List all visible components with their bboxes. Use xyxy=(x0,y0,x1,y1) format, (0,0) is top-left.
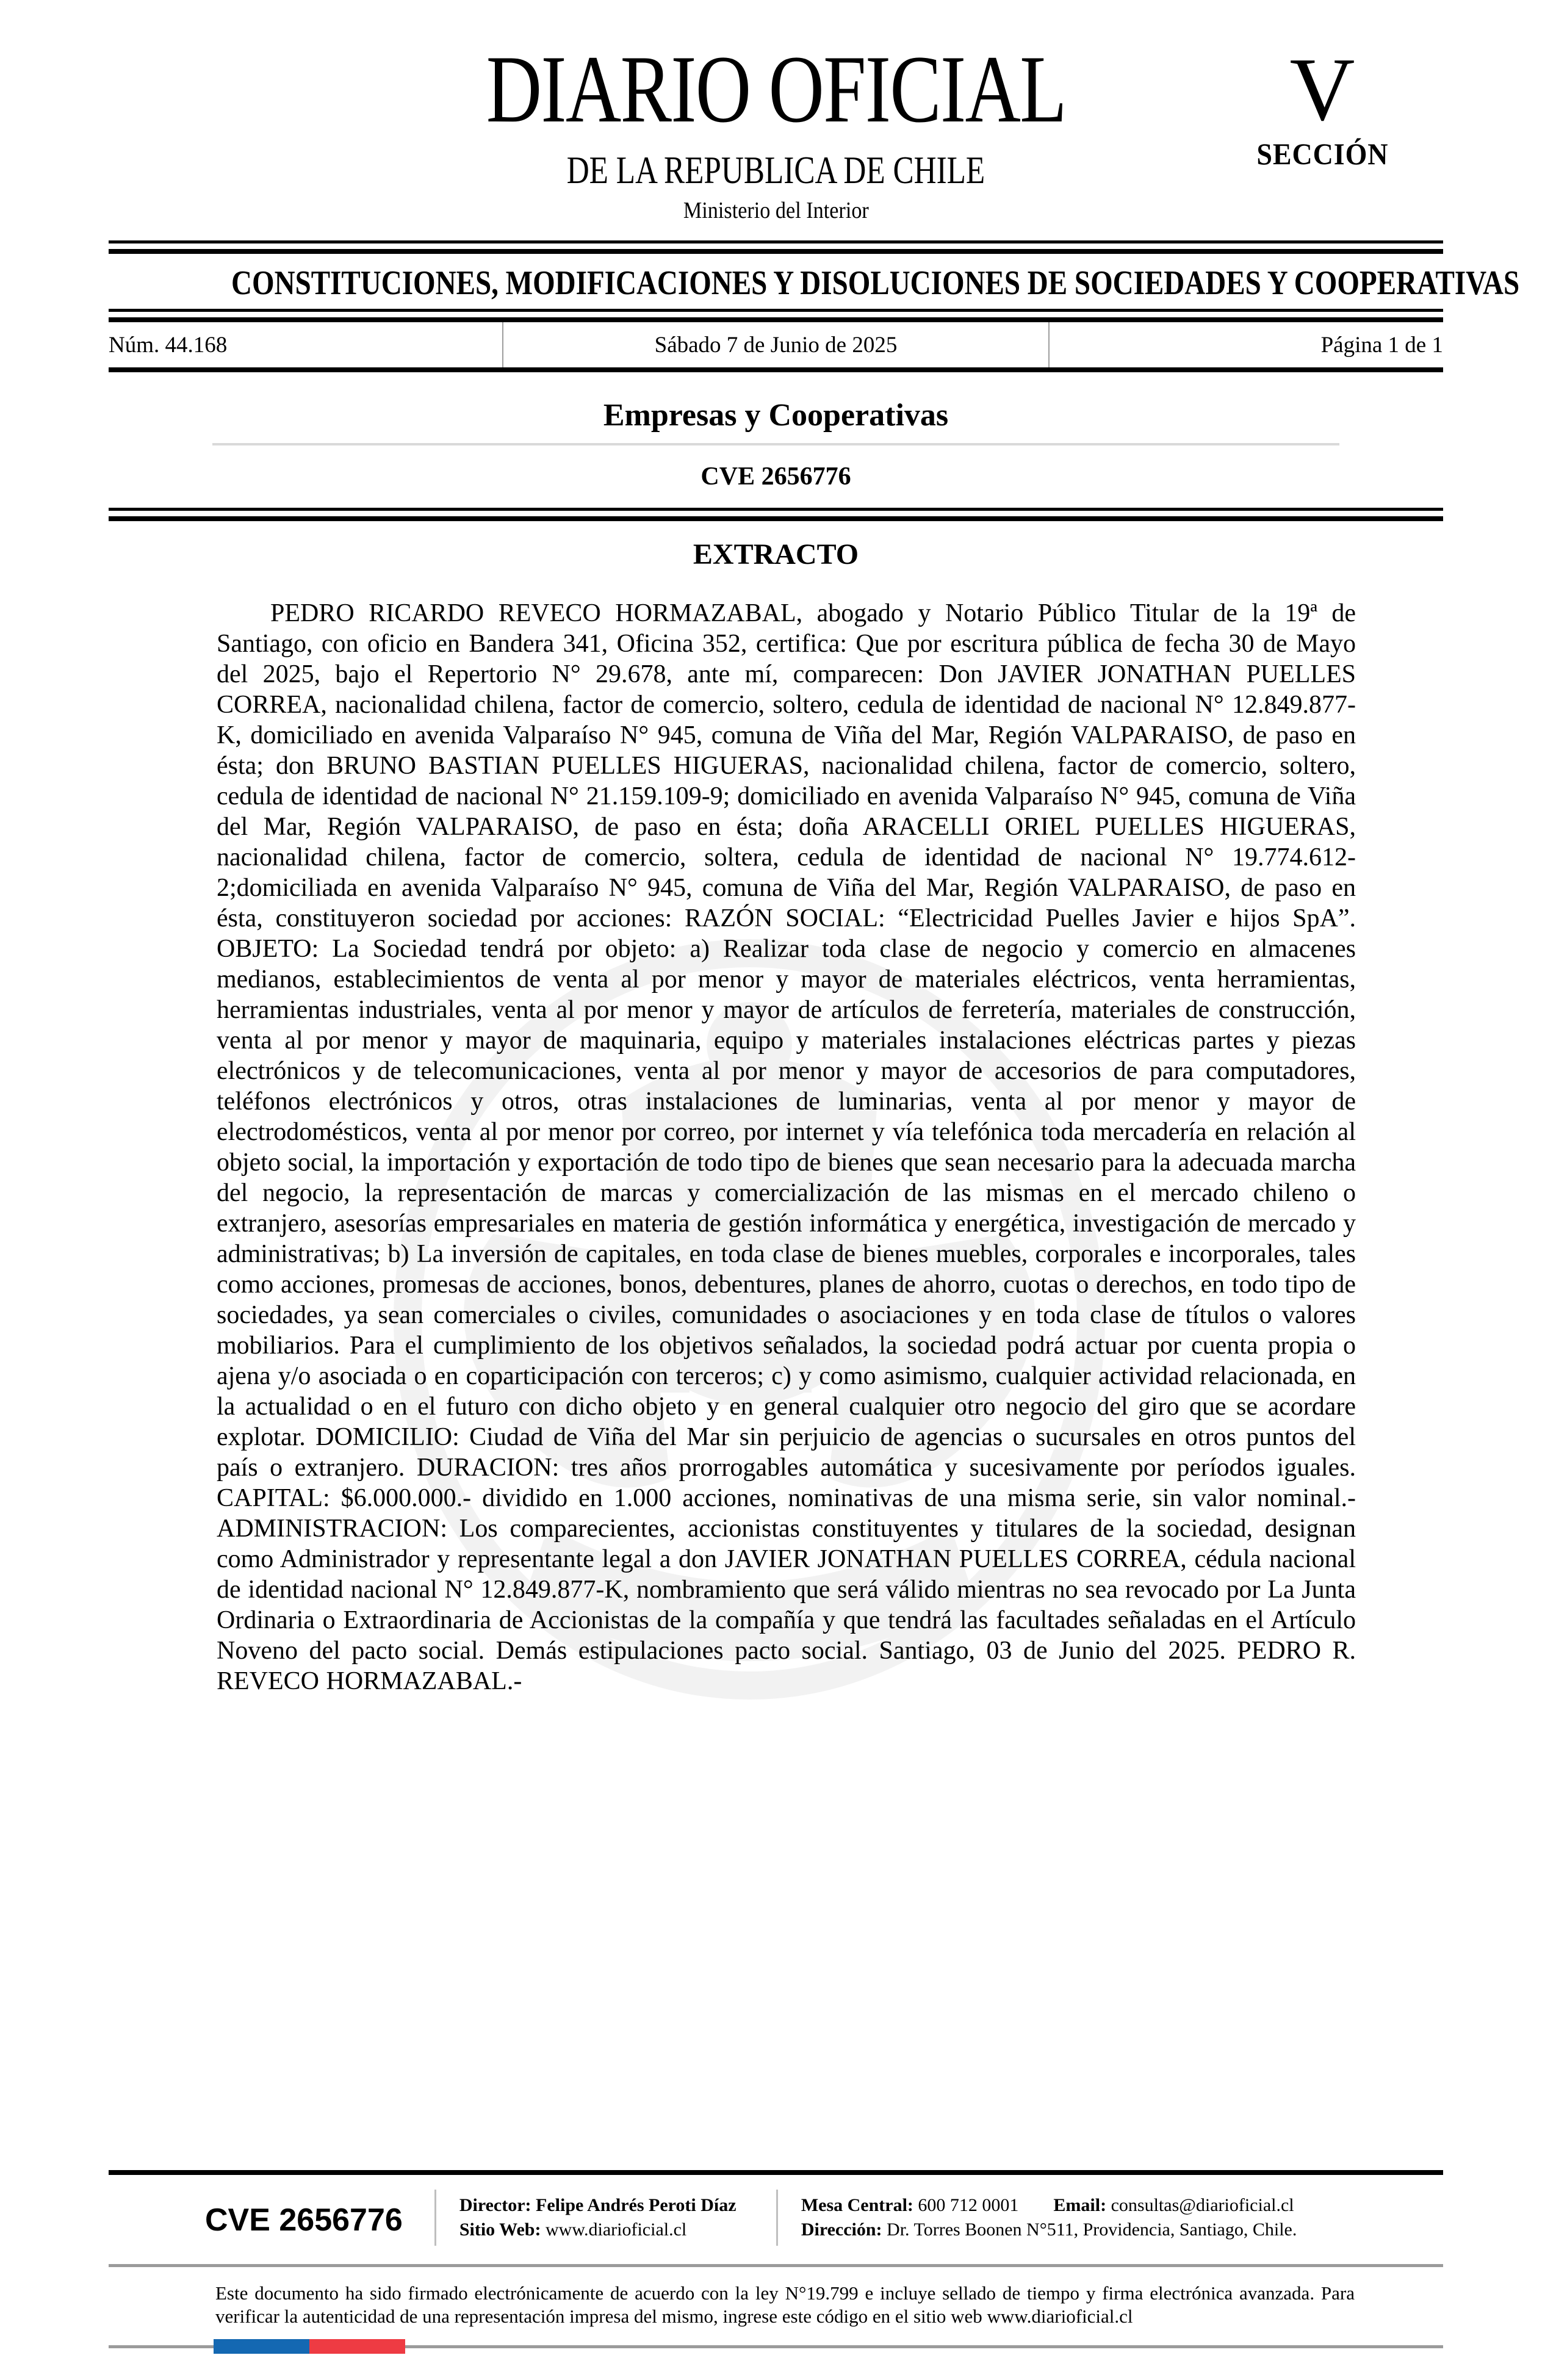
banner xyxy=(109,254,1520,309)
footer-contact-line1 xyxy=(801,2193,1443,2218)
footer-info xyxy=(109,2190,1443,2246)
section-title: Empresas y Cooperativas xyxy=(603,398,949,433)
meta-row xyxy=(109,322,1443,367)
email-value: consultas@diarioficial.cl xyxy=(1111,2195,1294,2215)
footer-sitioweb-line xyxy=(459,2218,776,2242)
section-divider xyxy=(212,443,1339,445)
footer-gray-rule xyxy=(109,2264,1443,2267)
footer-cve: CVE 2656776 xyxy=(205,2202,403,2238)
section-label: SECCIÓN xyxy=(1256,137,1389,171)
section-letter: V xyxy=(1289,40,1355,140)
masthead-subtitle-text: DE LA REPUBLICA DE CHILE xyxy=(566,148,985,192)
footer-top-rule xyxy=(109,2170,1443,2175)
footer xyxy=(109,2170,1443,2348)
masthead-title-text: DIARIO OFICIAL xyxy=(486,36,1066,143)
extract-section xyxy=(109,538,1443,1697)
double-rule-extract xyxy=(109,508,1443,521)
extract-body-text: PEDRO RICARDO REVECO HORMAZABAL, abogado y Notario Público Titular de la 19ª de Santiago, con oficio en Bandera 341, Oficina 352, certifica: Que por escritura pública de fecha 30 de Mayo del 2025, bajo el Repertorio N° 29.678, ante mí, comparecen: Don JAVIER JONATHAN PUELLES CORREA, nacionalidad chilena, factor de comercio, soltero, cedula de identidad de nacional N° 12.849.877-K, domiciliado en avenida Valparaíso N° 945, comuna de Viña del Mar, Región VALPARAISO, de paso en ésta; don BRUNO BASTIAN PUELLES HIGUERAS, nacionalidad chilena, factor de comercio, soltero, cedula de identidad de nacional N° 21.159.109-9; domiciliado en avenida Valparaíso N° 945, comuna de Viña del Mar, Región VALPARAISO, de paso en ésta; doña ARACELLI ORIEL PUELLES HIGUERAS, nacionalidad chilena, factor de comercio, soltera, cedula de identidad de nacional N° 19.774.612-2;domiciliada en avenida Valparaíso N° 945, comuna de Viña del Mar, Región VALPARAISO, de paso en ésta, constituyeron sociedad por acciones: RAZÓN SOCIAL: “Electricidad Puelles Javier e hijos SpA”. OBJETO: La Sociedad tendrá por objeto: a) Realizar toda clase de negocio y comercio en almacenes medianos, establecimientos de venta al por menor y mayor de materiales eléctricos, venta herramientas, herramientas industriales, venta al por menor y mayor de artículos de ferretería, materiales de construcción, venta al por menor y mayor de maquinaria, equipo y materiales instalaciones eléctricas partes y piezas electrónicos y de telecomunicaciones, venta al por menor y mayor de accesorios de para computadores, teléfonos electrónicos y otros, otras instalaciones de luminarias, venta al por menor y mayor de electrodomésticos, venta al por menor por correo, por internet y vía telefónica toda mercadería en relación al objeto social, la importación y exportación de todo tipo de bienes que sean necesario para la adecuada marcha del negocio, la representación de marcas y comercialización de las mismas en el mercado chileno o extranjero, asesorías empresariales en materia de gestión informática y energética, investigación de mercado y administrativas; b) La inversión de capitales, en toda clase de bienes muebles, corporales e incorporales, tales como acciones, promesas de acciones, bonos, debentures, planes de ahorro, cuotas o derechos, en todo tipo de sociedades, ya sean comerciales o civiles, comunidades o asociaciones y en toda clase de títulos o valores mobiliarios. Para el cumplimiento de los objetivos señalados, la sociedad podrá actuar por cuenta propia o ajena y/o asociada o en coparticipación con terceros; c) y como asimismo, cualquier actividad relacionada, en la actualidad o en el futuro con dicho objeto y en general cualquier otro negocio del giro que se acordare explotar. DOMICILIO: Ciudad de Viña del Mar sin perjuicio de agencias o sucursales en otros puntos del país o extranjero. DURACION: tres años prorrogables automática y sucesivamente por períodos iguales. CAPITAL: $6.000.000.- dividido en 1.000 acciones, nominativas de una misma serie, sin valor nominal.- ADMINISTRACION: Los comparecientes, accionistas constituyentes y titulares de la sociedad, designan como Administrador y representante legal a don JAVIER JONATHAN PUELLES CORREA, cédula nacional de identidad nacional N° 12.849.877-K, nombramiento que será válido mientras no sea revocado por La Junta Ordinaria o Extraordinaria de Accionistas de la compañía y que tendrá las facultades señaladas en el Artículo Noveno del pacto social. Demás estipulaciones pacto social. Santiago, 03 de Junio del 2025. PEDRO R. REVECO HORMAZABAL.- xyxy=(217,599,1356,1695)
flag-blue-block xyxy=(214,2339,309,2354)
footer-contact-column xyxy=(776,2190,1443,2246)
sitioweb-label: Sitio Web: xyxy=(459,2220,541,2240)
direccion-value: Dr. Torres Boonen N°511, Providencia, Santiago, Chile. xyxy=(887,2220,1297,2240)
double-rule-top xyxy=(109,240,1443,254)
director-value: Felipe Andrés Peroti Díaz xyxy=(536,2195,737,2215)
footer-bottom-rule xyxy=(109,2345,1443,2348)
double-rule-banner xyxy=(109,309,1443,322)
mesa-central-value: 600 712 0001 xyxy=(918,2195,1019,2215)
page-indicator: Página 1 de 1 xyxy=(1320,333,1443,358)
footer-director-column xyxy=(434,2190,776,2246)
extract-heading: EXTRACTO xyxy=(693,538,859,571)
sitioweb-value: www.diarioficial.cl xyxy=(545,2220,687,2240)
issue-date: Sábado 7 de Junio de 2025 xyxy=(502,322,1050,367)
masthead-ministry-text: Ministerio del Interior xyxy=(683,198,869,223)
cve-heading: CVE 2656776 xyxy=(701,463,851,491)
banner-title: CONSTITUCIONES, MODIFICACIONES Y DISOLUCIONES DE SOCIEDADES Y COOPERATIVAS xyxy=(231,264,1520,302)
masthead xyxy=(109,0,1443,225)
section-badge xyxy=(1225,40,1420,171)
footer-director-line xyxy=(459,2193,776,2218)
footer-legal-text: Este documento ha sido firmado electrónicamente de acuerdo con la ley N°19.799 e incluye sellado de tiempo y firma electrónica avanzada. Para verificar la autenticidad de una representación impresa del mismo, ingrese este código en el sitio web www.diarioficial.cl xyxy=(215,2282,1355,2327)
issue-number: Núm. 44.168 xyxy=(109,333,228,358)
direccion-label: Dirección: xyxy=(801,2220,882,2240)
footer-contact-line2 xyxy=(801,2218,1443,2242)
chile-flag-mark xyxy=(214,2339,405,2354)
mesa-central-label: Mesa Central: xyxy=(801,2195,913,2215)
masthead-ministry xyxy=(109,197,1443,225)
single-rule-meta xyxy=(109,367,1443,372)
email-label: Email: xyxy=(1053,2195,1107,2215)
director-label: Director: xyxy=(459,2195,531,2215)
flag-red-block xyxy=(309,2339,405,2354)
